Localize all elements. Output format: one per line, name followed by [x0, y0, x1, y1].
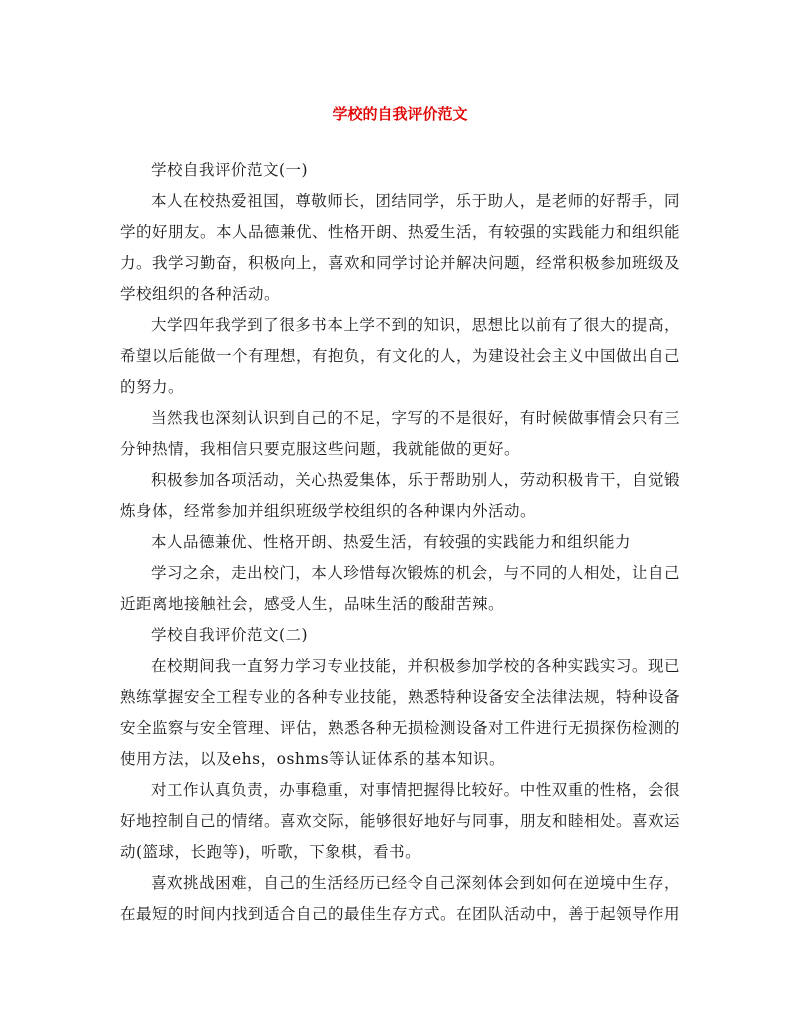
document-title: 学校的自我评价范文: [332, 105, 468, 123]
paragraph: 本人在校热爱祖国，尊敬师长，团结同学，乐于助人，是老师的好帮手，同学的好朋友。本人品德兼优、性格开朗、热爱生活，有较强的实践能力和组织能力。我学习勤奋，积极向上，喜欢和同学讨论并解决问题，经常积极参加班级及学校组织的各种活动。: [120, 192, 681, 303]
paragraph: 学习之余，走出校门，本人珍惜每次锻炼的机会，与不同的人相处，让自己近距离地接触社会，感受人生，品味生活的酸甜苦辣。: [120, 564, 680, 613]
paragraph: 喜欢挑战困难，自己的生活经历已经令自己深刻体会到如何在逆境中生存，在最短的时间内找到适合自己的最佳生存方式。在团队活动中，善于起领导作用: [120, 874, 681, 923]
document-body: [120, 155, 680, 930]
paragraph: 在校期间我一直努力学习专业技能，并积极参加学校的各种实践实习。现已熟练掌握安全工程专业的各种专业技能，熟悉特种设备安全法律法规，特种设备安全监察与安全管理、评估，熟悉各种无损检测设备对工件进行无损探伤检测的使用方法，以及ehs，oshms等认证体系的基本知识。: [120, 657, 681, 768]
section-heading-1: 学校自我评价范文(一): [151, 161, 309, 179]
paragraph: 本人品德兼优、性格开朗、热爱生活，有较强的实践能力和组织能力: [151, 533, 632, 551]
section-heading-2: 学校自我评价范文(二): [151, 626, 309, 644]
paragraph: 大学四年我学到了很多书本上学不到的知识，思想比以前有了很大的提高，希望以后能做一个有理想，有抱负，有文化的人，为建设社会主义中国做出自己的努力。: [120, 316, 681, 396]
paragraph: 当然我也深刻认识到自己的不足，字写的不是很好，有时候做事情会只有三分钟热情，我相信只要克服这些问题，我就能做的更好。: [120, 409, 680, 458]
paragraph: 对工作认真负责，办事稳重，对事情把握得比较好。中性双重的性格，会很好地控制自己的情绪。喜欢交际，能够很好地好与同事，朋友和睦相处。喜欢运动(篮球，长跑等)，听歌，下象棋，看书。: [120, 781, 681, 861]
paragraph: 积极参加各项活动，关心热爱集体，乐于帮助别人，劳动积极肯干，自觉锻炼身体，经常参加并组织班级学校组织的各种课内外活动。: [120, 471, 680, 520]
